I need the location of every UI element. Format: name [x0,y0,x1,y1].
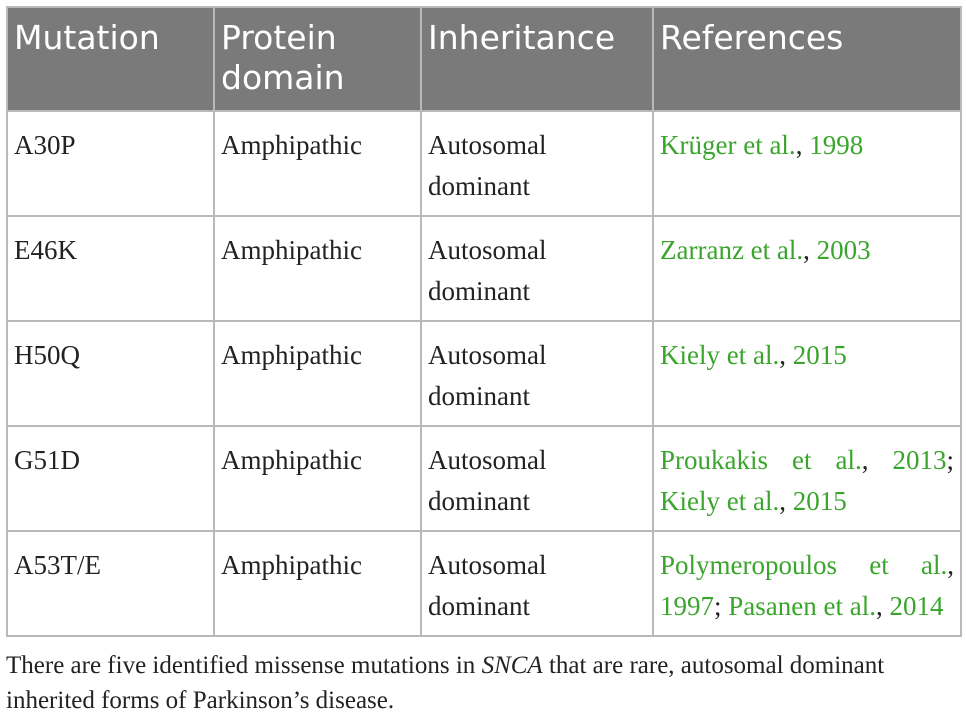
cell-inheritance: Autosomal dominant [421,216,653,321]
cell-references [653,531,961,636]
reference-separator: , [861,445,893,475]
footnote-gene: SNCA [481,652,543,679]
reference-separator: , [947,550,954,580]
footnote-text-before: There are five identified missense mutations in [6,652,482,679]
header-inheritance: Inheritance [421,7,653,111]
cell-inheritance: Autosomal dominant [421,321,653,426]
mutation-table [6,6,962,637]
table-header [7,7,961,111]
reference-link[interactable]: Polymeropoulos et al. [660,550,948,580]
cell-inheritance: Autosomal dominant [421,111,653,216]
cell-protein-domain: Amphipathic [214,531,421,636]
reference-separator: , [803,235,817,265]
reference-separator: , [795,130,810,160]
cell-mutation: E46K [7,216,214,321]
reference-link[interactable]: 2013 [892,445,947,475]
table-row [7,531,961,636]
reference-link[interactable]: 1997 [660,591,714,621]
cell-references [653,426,961,531]
reference-separator: , [779,486,793,516]
cell-protein-domain: Amphipathic [214,111,421,216]
table-row [7,426,961,531]
header-references: References [653,7,961,111]
reference-link[interactable]: Zarranz et al. [660,235,804,265]
reference-link[interactable]: 2003 [816,235,871,265]
reference-link[interactable]: Pasanen et al. [728,591,876,621]
table-row [7,111,961,216]
cell-references [653,111,961,216]
reference-link[interactable]: 2015 [792,486,847,516]
reference-link[interactable]: 1998 [809,130,864,160]
footnote-text-after: that are rare, autosomal dominant inherited forms of Parkinson’s disease. [6,652,885,714]
cell-protein-domain: Amphipathic [214,216,421,321]
reference-separator: , [779,340,793,370]
header-protein-domain: Protein domain [214,7,421,111]
reference-link[interactable]: Kiely et al. [660,486,780,516]
header-row [7,7,961,111]
table-row [7,321,961,426]
reference-link[interactable]: Krüger et al. [660,130,796,160]
cell-mutation: H50Q [7,321,214,426]
mutation-table-container [6,6,960,637]
table-body [7,111,961,636]
cell-inheritance: Autosomal dominant [421,426,653,531]
cell-protein-domain: Amphipathic [214,426,421,531]
reference-link[interactable]: 2014 [889,591,944,621]
reference-separator: , [875,591,890,621]
reference-link[interactable]: Kiely et al. [660,340,780,370]
cell-mutation: A53T/E [7,531,214,636]
cell-mutation: A30P [7,111,214,216]
cell-references [653,216,961,321]
cell-protein-domain: Amphipathic [214,321,421,426]
reference-separator: ; [714,591,729,621]
reference-link[interactable]: 2015 [792,340,847,370]
table-footnote [6,648,962,718]
table-row [7,216,961,321]
cell-inheritance: Autosomal dominant [421,531,653,636]
reference-link[interactable]: Proukakis et al. [660,445,862,475]
cell-references [653,321,961,426]
cell-mutation: G51D [7,426,214,531]
header-mutation: Mutation [7,7,214,111]
reference-separator: ; [946,445,954,475]
